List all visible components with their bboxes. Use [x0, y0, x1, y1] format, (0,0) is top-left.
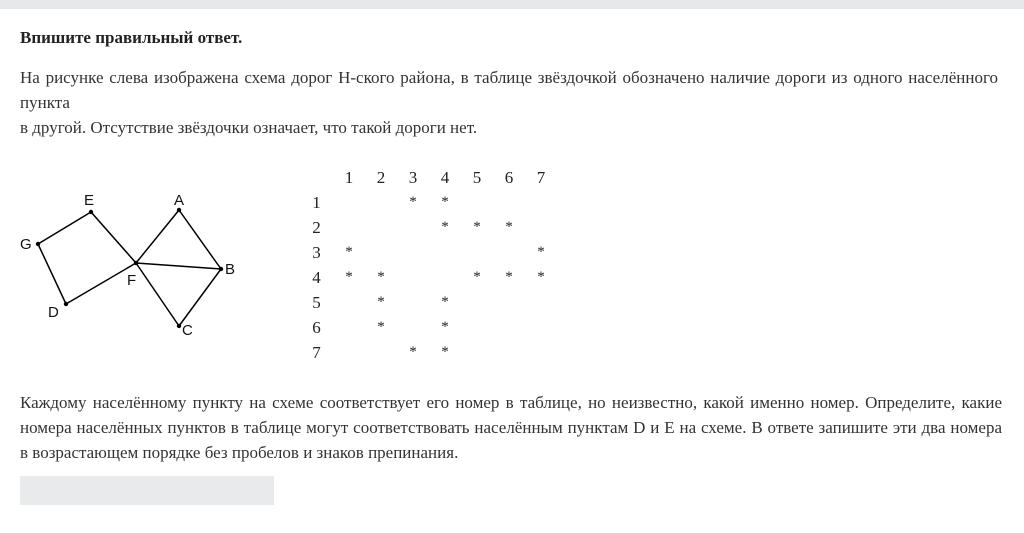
edge-G-E: [38, 212, 91, 244]
table-cell: [461, 315, 493, 340]
table-cell: *: [441, 219, 449, 235]
table-cell: [493, 340, 525, 365]
table-row: [300, 240, 557, 265]
graph-labels: [20, 192, 235, 339]
task-question: Каждому населённому пункту на схеме соответствует его номер в таблице, но неизвестно, какой именно номер. Определите, какие номера населённых пунктов в таблице могут соответствовать населённым пунктам D и E на схеме. В ответе запишите эти два номера в возрастающем порядке без пробелов и знаков препинания.: [20, 393, 1002, 462]
table-row: [300, 340, 557, 365]
edge-F-C: [136, 263, 179, 326]
edge-G-D: [38, 244, 66, 304]
edge-D-F: [66, 263, 136, 304]
table-cell: *: [409, 194, 417, 210]
column-header: 2: [376, 167, 386, 187]
graph-edges: [38, 210, 221, 326]
table-cell: *: [441, 344, 449, 360]
node-E: [89, 210, 93, 214]
column-header: 6: [504, 167, 514, 187]
table-cell: [333, 290, 365, 315]
table-cell: *: [473, 269, 481, 285]
row-header: 1: [312, 192, 321, 212]
table-cell: [365, 215, 397, 240]
table-cell: [493, 240, 525, 265]
table-cell: [333, 315, 365, 340]
node-B: [219, 267, 223, 271]
task-heading: Впишите правильный ответ.: [20, 28, 243, 47]
top-bar: [0, 0, 1024, 9]
edge-A-B: [179, 210, 221, 269]
label-B: B: [225, 261, 236, 278]
task-intro-line2: в другой. Отсутствие звёздочки означает, что такой дороги нет.: [20, 118, 478, 137]
table-cell: *: [537, 269, 545, 285]
label-F: F: [127, 272, 137, 289]
node-C: [177, 324, 181, 328]
table-header-row: [300, 165, 557, 190]
table-cell: [525, 340, 557, 365]
label-E: E: [84, 192, 95, 209]
answer-input[interactable]: [20, 476, 274, 505]
table-row: [300, 315, 557, 340]
label-G: G: [20, 236, 32, 253]
table-cell: [365, 190, 397, 215]
edge-E-F: [91, 212, 136, 263]
table-cell: [429, 240, 461, 265]
label-A: A: [174, 192, 185, 209]
table-cell: *: [441, 319, 449, 335]
edge-F-A: [136, 210, 179, 263]
table-cell: [461, 340, 493, 365]
table-cell: [525, 315, 557, 340]
table-cell: [397, 240, 429, 265]
table-cell: [525, 190, 557, 215]
table-cell: *: [441, 294, 449, 310]
table-cell: [429, 265, 461, 290]
table-cell: [365, 240, 397, 265]
table-row: [300, 290, 557, 315]
table-cell: [397, 265, 429, 290]
table-cell: [493, 190, 525, 215]
table-cell: *: [505, 219, 513, 235]
graph-nodes: [36, 208, 223, 328]
task-intro-line1: На рисунке слева изображена схема дорог Н-ского района, в таблице звёздочкой обозначено наличие дороги из одного населённого пункта: [20, 68, 998, 112]
table-cell: [397, 215, 429, 240]
table-cell: [493, 315, 525, 340]
table-row: [300, 265, 557, 290]
node-D: [64, 302, 68, 306]
row-header: 5: [312, 292, 321, 312]
table-cell: [333, 340, 365, 365]
table-cell: [397, 290, 429, 315]
edge-F-B: [136, 263, 221, 269]
table-cell: [333, 190, 365, 215]
table-cell: [333, 215, 365, 240]
table-cell: [461, 240, 493, 265]
road-graph: [14, 182, 244, 342]
column-header: 7: [536, 167, 546, 187]
label-C: C: [182, 322, 193, 339]
table-cell: *: [345, 244, 353, 260]
table-cell: [397, 315, 429, 340]
table-cell: [525, 215, 557, 240]
adjacency-table: [300, 165, 557, 365]
column-header: 3: [408, 167, 418, 187]
table-cell: *: [345, 269, 353, 285]
row-header: 4: [312, 267, 321, 287]
table-corner: [300, 165, 333, 190]
edge-C-B: [179, 269, 221, 326]
column-header: 4: [440, 167, 450, 187]
label-D: D: [48, 304, 59, 321]
column-header: 5: [472, 167, 482, 187]
table-row: [300, 215, 557, 240]
task-intro: [20, 65, 998, 140]
row-header: 6: [312, 317, 321, 337]
node-F: [134, 261, 138, 265]
table-cell: *: [409, 344, 417, 360]
table-cell: *: [441, 194, 449, 210]
row-header: 7: [312, 342, 321, 362]
table-cell: *: [537, 244, 545, 260]
table-row: [300, 190, 557, 215]
row-header: 2: [312, 217, 321, 237]
table-cell: [461, 190, 493, 215]
table-cell: *: [377, 319, 385, 335]
table-cell: *: [377, 269, 385, 285]
table-cell: [525, 290, 557, 315]
table-cell: [493, 290, 525, 315]
table-cell: [461, 290, 493, 315]
table-cell: *: [473, 219, 481, 235]
row-header: 3: [312, 242, 321, 262]
node-G: [36, 242, 40, 246]
table-cell: *: [505, 269, 513, 285]
column-header: 1: [344, 167, 354, 187]
table-cell: [365, 340, 397, 365]
table-cell: *: [377, 294, 385, 310]
